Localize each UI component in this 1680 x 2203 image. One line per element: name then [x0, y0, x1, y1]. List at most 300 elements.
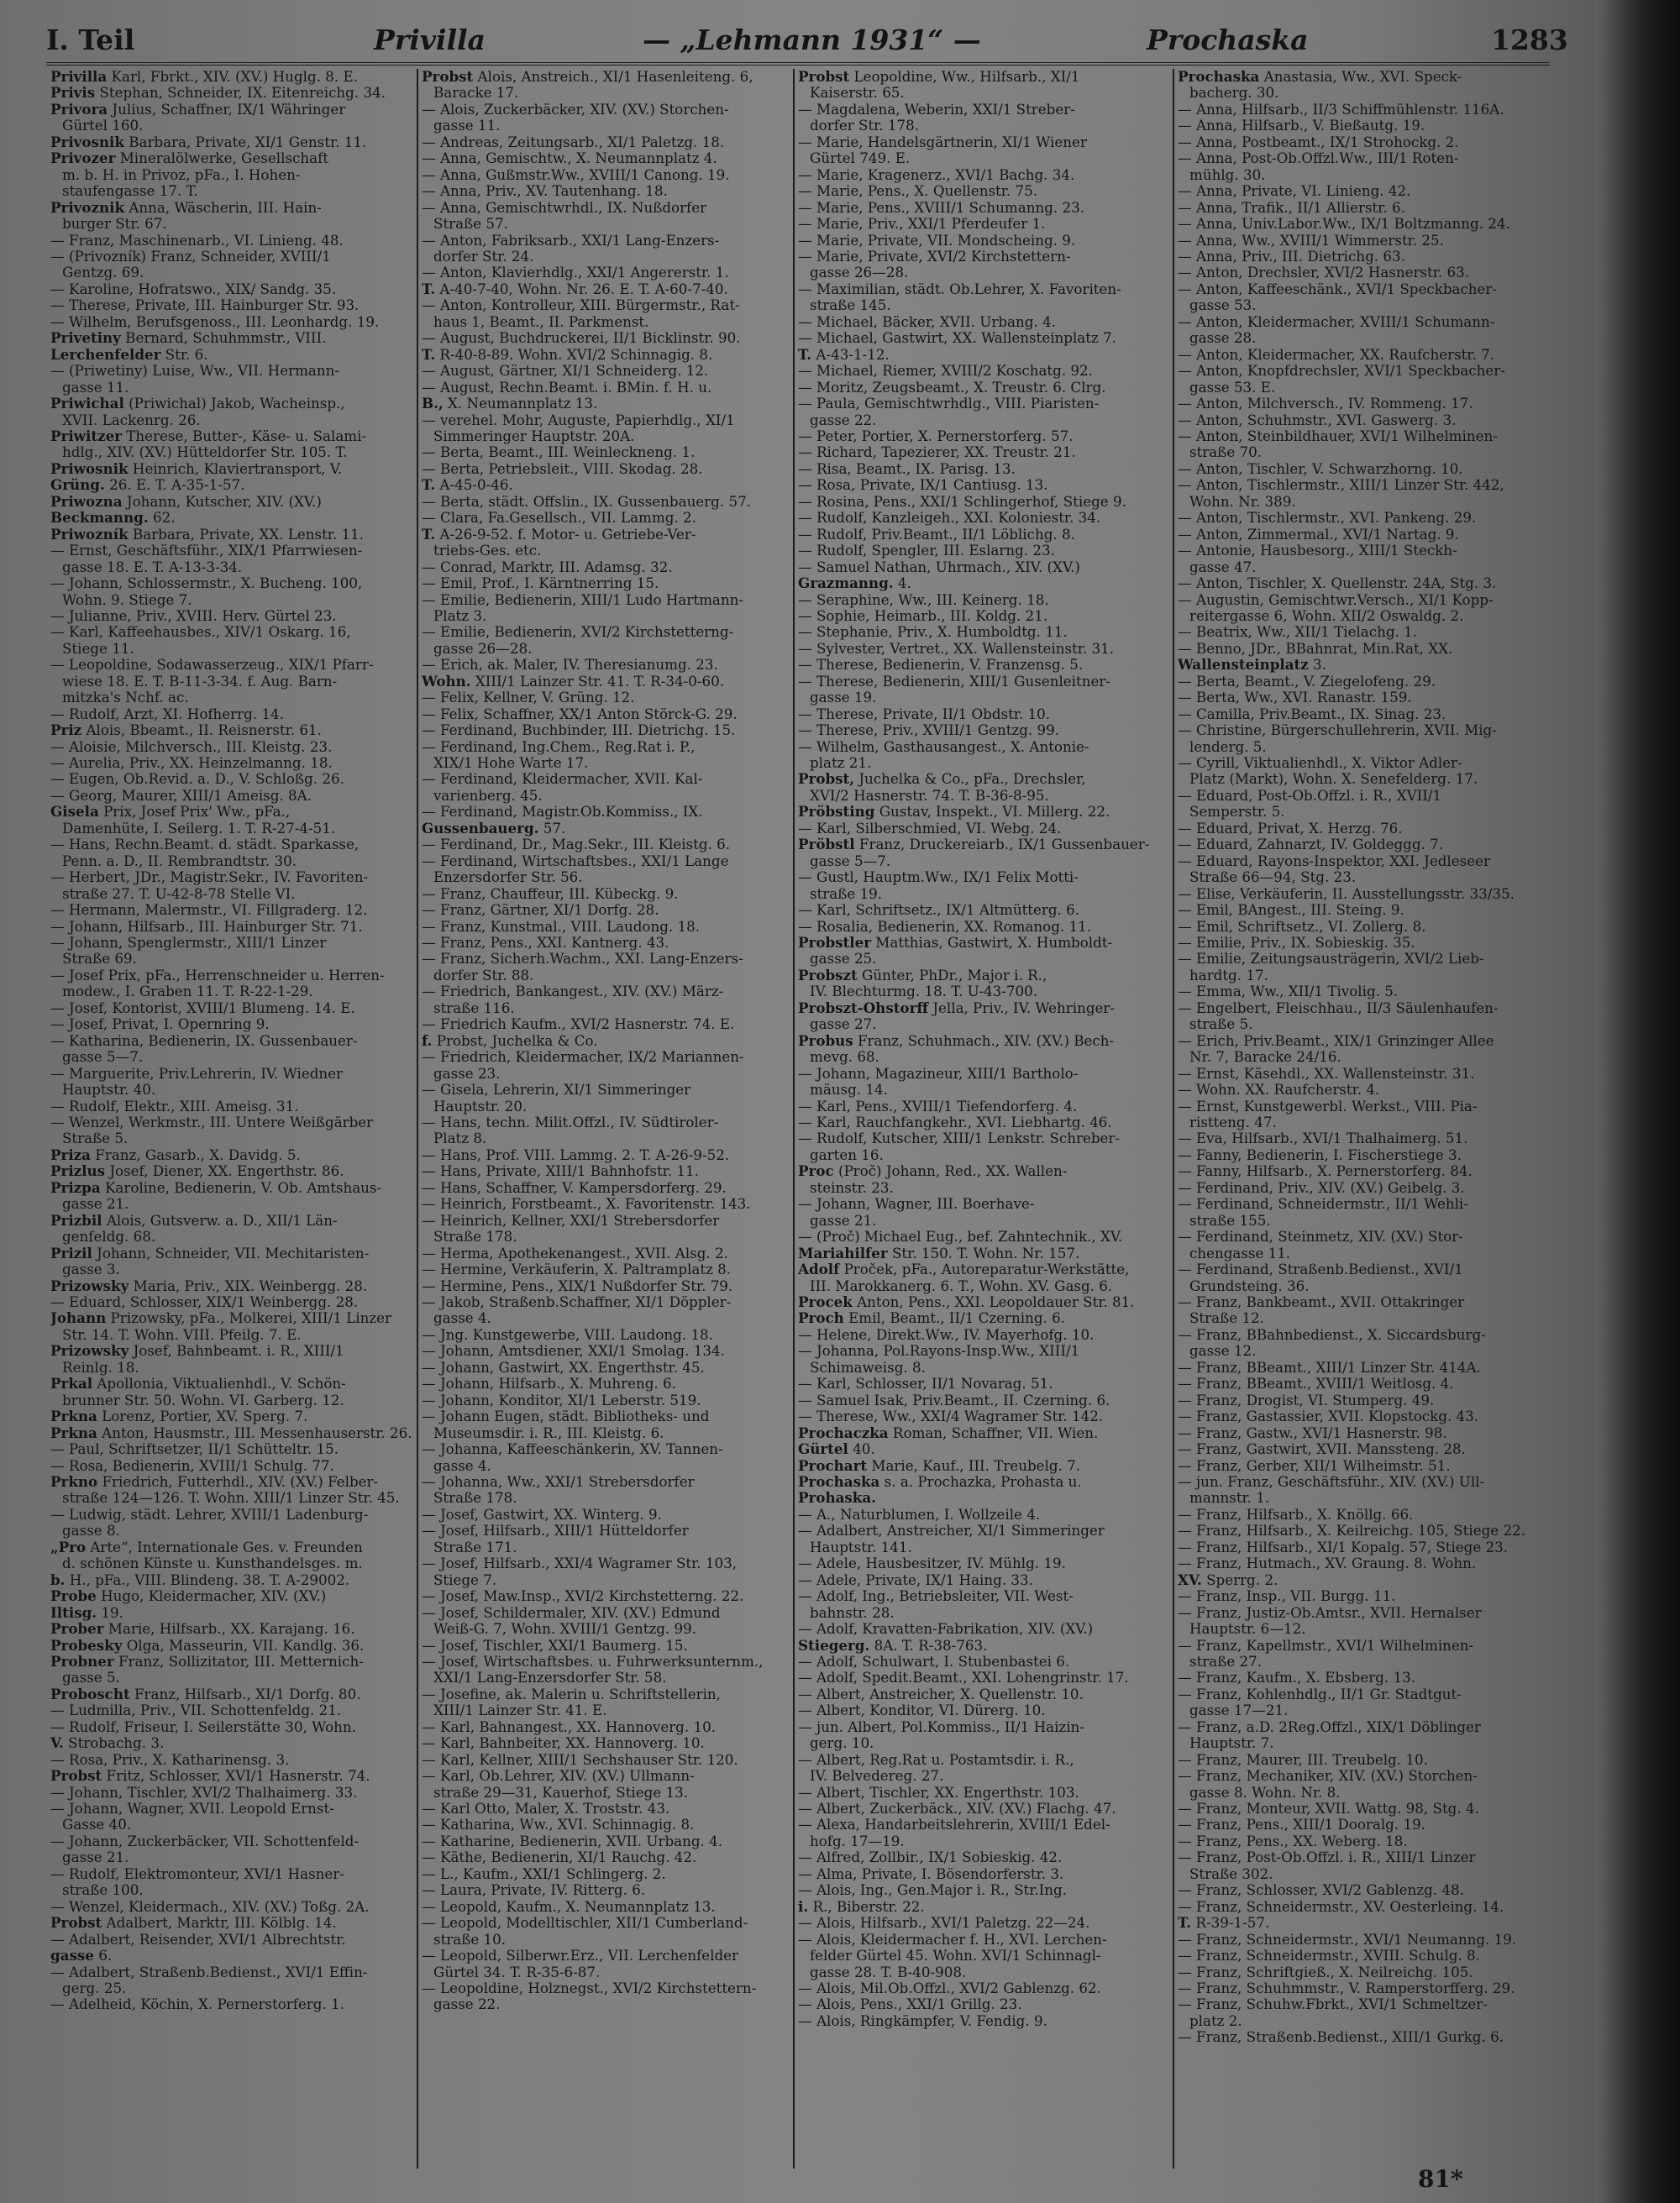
directory-line: — Anton, Drechsler, XVI/2 Hasnerstr. 63.: [1178, 265, 1470, 281]
directory-line: — Cyrill, Viktualienhdl., X. Viktor Adler-: [1178, 755, 1462, 772]
directory-line: — Marie, Kragenerz., XVI/1 Bachg. 34.: [798, 166, 1075, 183]
directory-line: — Eduard, Schlosser, XIX/1 Weinbergg. 28.: [50, 1293, 359, 1310]
directory-line: Priwichal (Priwichal) Jakob, Wacheinsp.,: [50, 396, 345, 412]
directory-line: Priwosnik Heinrich, Klaviertransport, V.: [50, 460, 343, 477]
directory-line: Museumsdir. i. R., III. Kleistg. 6.: [433, 1424, 664, 1441]
directory-line: — Rosa, Priv., X. Katharinensg. 3.: [50, 1751, 290, 1768]
directory-line: — Michael, Gastwirt, XX. Wallensteinplatz 7.: [798, 330, 1116, 347]
directory-line: — Alois, Mil.Ob.Offzl., XVI/2 Gablenzg. 62.: [798, 1980, 1101, 1997]
directory-line: wiese 18. E. T. B-11-3-34. f. Aug. Barn-: [62, 673, 338, 690]
directory-line: — Anton, Schuhmstr., XVI. Gaswerg. 3.: [1178, 412, 1457, 428]
directory-line: — Franz, Schneidermstr., XVI/1 Neumanng. 19.: [1178, 1931, 1517, 1948]
directory-line: dorfer Str. 178.: [810, 118, 920, 134]
directory-line: Hauptstr. 20.: [433, 1098, 528, 1115]
directory-line: — Johann, Spenglermstr., XIII/1 Linzer: [50, 935, 327, 952]
directory-line: Prkna Anton, Hausmstr., III. Messenhauserstr. 26.: [50, 1424, 412, 1441]
directory-line: — Hans, Private, XIII/1 Bahnhofstr. 11.: [422, 1163, 699, 1180]
directory-line: — Therese, Bedienerin, V. Franzensg. 5.: [798, 657, 1084, 674]
directory-line: — Therese, Private, III. Hainburger Str. 93.: [50, 297, 360, 314]
directory-line: Wallensteinplatz 3.: [1178, 657, 1326, 674]
directory-line: — Anna, Trafik., II/1 Allierstr. 6.: [1178, 199, 1405, 216]
directory-line: — Friedrich, Kleidermacher, IX/2 Mariannen-: [422, 1049, 744, 1066]
directory-line: — Risa, Beamt., IX. Parisg. 13.: [798, 460, 1016, 477]
directory-line: — Rosa, Private, IX/1 Cantiusg. 13.: [798, 477, 1048, 494]
directory-line: — Franz, Pens., XXI. Kantnerg. 43.: [422, 935, 669, 952]
directory-line: — Ernst, Kunstgewerbl. Werkst., VIII. Pia-: [1178, 1098, 1478, 1115]
directory-line: Platz 3.: [433, 607, 487, 624]
directory-line: — Franz, Kunstmal., VIII. Laudong. 18.: [422, 918, 701, 935]
directory-line: gerg. 25.: [62, 1980, 127, 1997]
directory-line: — Franz, BBeamt., XVIII/1 Weitlosg. 4.: [1178, 1376, 1454, 1393]
directory-line: — Anton, Steinbildhauer, XVI/1 Wilhelminen-: [1178, 427, 1498, 444]
directory-line: — Ferdinand, Schneidermstr., II/1 Wehli-: [1178, 1196, 1468, 1213]
directory-line: mannstr. 1.: [1189, 1490, 1270, 1507]
directory-line: — Camilla, Priv.Beamt., IX. Sinag. 23.: [1178, 705, 1446, 722]
directory-line: gasse 5.: [62, 1670, 120, 1686]
directory-line: mühlg. 30.: [1189, 166, 1266, 183]
directory-line: — jun. Albert, Pol.Kommiss., II/1 Haizin-: [798, 1718, 1084, 1735]
directory-line: — Josef, Hilfsarb., XXI/4 Wagramer Str. 103,: [422, 1555, 738, 1572]
directory-line: gasse 22.: [433, 1996, 501, 2013]
directory-line: — Marie, Private, VII. Mondscheing. 9.: [798, 232, 1076, 249]
directory-line: — (Privozník) Franz, Schneider, XVIII/1: [50, 248, 331, 265]
directory-line: — Ferdinand, Magistr.Ob.Kommiss., IX.: [422, 804, 703, 821]
directory-line: Grazmanng. 4.: [798, 575, 911, 592]
directory-line: — Anton, Tischlermstr., XIII/1 Linzer Str. 442,: [1178, 477, 1504, 494]
directory-line: — Albert, Tischler, XX. Engerthstr. 103.: [798, 1784, 1079, 1801]
directory-line: straße 29—31, Kauerhof, Stiege 13.: [433, 1784, 689, 1801]
directory-line: — Anton, Tischler, X. Quellenstr. 24A, Stg. 3.: [1178, 575, 1497, 592]
directory-line: Hauptstr. 7.: [1189, 1735, 1274, 1752]
directory-line: Schimaweisg. 8.: [810, 1359, 926, 1376]
directory-line: — Hermine, Verkäuferin, X. Paltramplatz 8.: [422, 1261, 732, 1278]
directory-line: — Magdalena, Weberin, XXI/1 Streber-: [798, 101, 1075, 118]
directory-line: varienberg. 45.: [433, 787, 543, 804]
directory-line: — Franz, Gastw., XVI/1 Hasnerstr. 98.: [1178, 1424, 1447, 1441]
directory-line: Str. 14. T. Wohn. VIII. Pfeilg. 7. E.: [62, 1326, 302, 1343]
directory-line: Probus Franz, Schuhmach., XIV. (XV.) Bech-: [798, 1032, 1115, 1049]
directory-line: — L., Kaufm., XXI/1 Schlingerg. 2.: [422, 1865, 666, 1882]
directory-line: Adolf Proček, pFa., Autoreparatur-Werkstätte,: [798, 1261, 1130, 1278]
directory-line: gasse 8. Wohn. Nr. 8.: [1189, 1784, 1341, 1801]
directory-line: triebs-Ges. etc.: [433, 543, 542, 559]
directory-line: — Rudolf, Kanzleigeh., XXI. Koloniestr. 34.: [798, 510, 1101, 527]
directory-line: Enzersdorfer Str. 56.: [433, 869, 583, 886]
directory-line: T. A-45-0-46.: [422, 477, 513, 494]
directory-line: gasse 22.: [810, 412, 877, 428]
directory-line: — Marie, Pens., XVIII/1 Schumanng. 23.: [798, 199, 1085, 216]
page-edge-shadow: [1604, 0, 1680, 2203]
directory-line: XVI/2 Hasnerstr. 74. T. B-36-8-95.: [810, 787, 1049, 804]
directory-line: burger Str. 67.: [62, 216, 167, 233]
directory-line: gasse 4.: [433, 1310, 491, 1327]
directory-line: Priz Alois, Bbeamt., II. Reisnerstr. 61.: [50, 722, 322, 739]
directory-line: — Emil, Prof., I. Kärntnerring 15.: [422, 575, 659, 592]
directory-line: — Franz, Drogist, VI. Stumperg. 49.: [1178, 1392, 1435, 1408]
directory-line: — Samuel Nathan, Uhrmach., XIV. (XV.): [798, 559, 1080, 575]
directory-line: Wohn. 9. Stiege 7.: [62, 591, 192, 608]
directory-line: — Karl, Kellner, XIII/1 Sechshauser Str. 120.: [422, 1751, 738, 1768]
directory-line: — Karl, Kaffeehausbes., XIV/1 Oskarg. 16,: [50, 624, 351, 641]
directory-line: ristteng. 47.: [1189, 1115, 1277, 1130]
directory-line: — Maximilian, städt. Ob.Lehrer, X. Favoriten-: [798, 281, 1121, 297]
directory-line: Probesky Olga, Masseurin, VII. Kandlg. 36.: [50, 1637, 365, 1654]
directory-line: — Johann, Wagner, III. Boerhave-: [798, 1196, 1035, 1213]
directory-line: — Rudolf, Kutscher, XIII/1 Lenkstr. Schreber-: [798, 1130, 1120, 1147]
directory-line: — Eduard, Privat, X. Herzg. 76.: [1178, 820, 1403, 837]
directory-line: — Gustl, Hauptm.Ww., IX/1 Felix Motti-: [798, 869, 1079, 886]
directory-line: lenderg. 5.: [1189, 738, 1267, 755]
directory-line: gasse 47.: [1189, 559, 1257, 575]
directory-line: — Anna, Priv., III. Dietrichg. 63.: [1178, 248, 1405, 265]
directory-line: — Laura, Private, IV. Ritterg. 6.: [422, 1882, 646, 1899]
directory-line: — Johann, Gastwirt, XX. Engerthstr. 45.: [422, 1359, 705, 1376]
directory-line: — Wenzel, Kleidermach., XIV. (XV.) Toßg. 2A.: [50, 1898, 370, 1915]
directory-line: — Anna, Gußmstr.Ww., XVIII/1 Canong. 19.: [422, 166, 730, 183]
directory-line: straße 116.: [433, 999, 515, 1016]
directory-line: — Hans, Prof. VIII. Lammg. 2. T. A-26-9-52.: [422, 1146, 730, 1163]
directory-line: T. A-40-7-40, Wohn. Nr. 26. E. T. A-60-7-40.: [422, 281, 728, 297]
directory-line: — Friedrich Kaufm., XVI/2 Hasnerstr. 74. E.: [422, 1016, 735, 1033]
directory-line: Platz (Markt), Wohn. X. Senefelderg. 17.: [1189, 771, 1478, 788]
directory-line: — Karl, Schlosser, II/1 Novarag. 51.: [798, 1376, 1053, 1393]
directory-line: gasse 27.: [810, 1016, 877, 1033]
directory-line: Straße 171.: [433, 1539, 517, 1555]
directory-line: Mariahilfer Str. 150. T. Wohn. Nr. 157.: [798, 1245, 1080, 1261]
directory-line: Platz 8.: [433, 1130, 487, 1147]
directory-line: Prizil Johann, Schneider, VII. Mechitaristen-: [50, 1245, 370, 1261]
directory-line: Probst Adalbert, Marktr, III. Kölblg. 14.: [50, 1915, 337, 1932]
directory-line: — Ferdinand, Straßenb.Bedienst., XVI/1: [1178, 1261, 1463, 1278]
directory-line: Pröbstl Franz, Druckereiarb., IX/1 Gussenbauer-: [798, 837, 1150, 853]
directory-line: — Karl Otto, Maler, X. Troststr. 43.: [422, 1801, 670, 1817]
directory-line: gasse 26—28.: [810, 265, 909, 281]
directory-line: — Wohn. XX. Raufcherstr. 4.: [1178, 1082, 1380, 1099]
directory-line: — Ferdinand, Ing.Chem., Reg.Rat i. P.,: [422, 738, 696, 755]
directory-line: — Anton, Kleidermacher, XX. Raufcherstr. 7.: [1178, 346, 1495, 363]
directory-line: Straße 178.: [433, 1490, 517, 1507]
directory-line: — Franz, Mechaniker, XIV. (XV.) Storchen-: [1178, 1768, 1478, 1785]
directory-line: — Anton, Klavierhdlg., XXI/1 Angererstr. 1.: [422, 265, 729, 281]
directory-line: Hauptstr. 141.: [810, 1539, 912, 1555]
directory-line: — Berta, Beamt., V. Ziegelofeng. 29.: [1178, 673, 1436, 690]
directory-line: — Hans, techn. Milit.Offzl., IV. Südtiroler-: [422, 1115, 719, 1130]
directory-line: — Franz, Pens., XIII/1 Dooralg. 19.: [1178, 1817, 1425, 1833]
directory-line: — Ferdinand, Kleidermacher, XVII. Kal-: [422, 771, 703, 788]
directory-line: — Fanny, Hilfsarb., X. Pernerstorferg. 84.: [1178, 1163, 1473, 1180]
directory-line: gasse 11.: [62, 379, 129, 396]
directory-line: Gasse 40.: [62, 1817, 132, 1833]
directory-line: — Paul, Schriftsetzer, II/1 Schütteltr. 15.: [50, 1441, 339, 1458]
directory-line: Wohn. Nr. 389.: [1189, 493, 1296, 510]
directory-line: — Franz, Kohlenhdlg., II/1 Gr. Stadtgut-: [1178, 1686, 1462, 1702]
directory-line: — Emilie, Bedienerin, XVI/2 Kirchstetterng-: [422, 624, 734, 641]
directory-line: — Franz, Hilfsarb., XI/1 Kopalg. 57, Stiege 23.: [1178, 1539, 1509, 1555]
directory-line: Gisela Prix, Josef Prix' Ww., pFa.,: [50, 804, 291, 821]
directory-line: straße 27. T. U-42-8-78 Stelle VI.: [62, 885, 296, 902]
directory-line: — Franz, Hilfsarb., X. Knöllg. 66.: [1178, 1506, 1414, 1523]
directory-line: Privozer Mineralölwerke, Gesellschaft: [50, 150, 328, 167]
directory-line: gasse 12.: [1189, 1343, 1257, 1360]
directory-line: — Johanna, Kaffeeschänkerin, XV. Tannen-: [422, 1441, 723, 1458]
directory-line: Stiege 11.: [62, 640, 134, 657]
directory-line: — Alexa, Handarbeitslehrerin, XVIII/1 Edel-: [798, 1817, 1110, 1833]
directory-line: Grüng. 26. E. T. A-35-1-57.: [50, 477, 245, 494]
directory-line: brunner Str. 50. Wohn. VI. Garberg. 12.: [62, 1392, 344, 1408]
directory-line: — Johann, Magazineur, XIII/1 Bartholo-: [798, 1065, 1079, 1082]
directory-line: — Friedrich, Bankangest., XIV. (XV.) März-: [422, 983, 724, 1000]
directory-line: — Andreas, Zeitungsarb., XI/1 Paletzg. 18.: [422, 134, 725, 150]
directory-line: Privoznik Anna, Wäscherin, III. Hain-: [50, 199, 322, 216]
directory-line: — Leopold, Modelltischler, XII/1 Cumberland-: [422, 1915, 748, 1932]
directory-line: — Franz, Schneidermstr., XV. Oesterleing. 14.: [1178, 1898, 1504, 1915]
directory-line: gasse 21.: [62, 1196, 129, 1213]
directory-line: — Ferdinand, Dr., Mag.Sekr., III. Kleistg. 6.: [422, 837, 731, 853]
directory-line: haus 1, Beamt., II. Parkmenst.: [433, 313, 649, 330]
directory-line: — Anna, Postbeamt., IX/1 Strohockg. 2.: [1178, 134, 1459, 150]
directory-line: gasse 53.: [1189, 297, 1257, 314]
directory-line: — Eduard, Post-Ob.Offzl. i. R., XVII/1: [1178, 787, 1442, 804]
directory-line: — Eva, Hilfsarb., XVI/1 Thalhaimerg. 51.: [1178, 1130, 1468, 1147]
directory-line: genfeldg. 68.: [62, 1229, 156, 1246]
directory-line: — Therese, Private, II/1 Obdstr. 10.: [798, 705, 1051, 722]
directory-line: Semperstr. 5.: [1189, 804, 1285, 821]
directory-line: — Fanny, Bedienerin, I. Fischerstiege 3.: [1178, 1146, 1462, 1163]
page-header: [46, 18, 1568, 66]
directory-line: Priwitzer Therese, Butter-, Käse- u. Salami-: [50, 427, 367, 444]
directory-line: — Emilie, Priv., IX. Sobieskig. 35.: [1178, 935, 1415, 952]
directory-line: — Rosina, Pens., XXI/1 Schlingerhof, Stiege 9.: [798, 493, 1126, 510]
directory-line: Probe Hugo, Kleidermacher, XIV. (XV.): [50, 1588, 327, 1605]
directory-line: — Eduard, Zahnarzt, IV. Goldeggg. 7.: [1178, 837, 1444, 853]
directory-line: Gürtel 749. E.: [810, 150, 911, 167]
directory-line: Prizbil Alois, Gutsverw. a. D., XII/1 Län-: [50, 1212, 338, 1229]
directory-line: — Johann, Hilfsarb., III. Hainburger Str. 71.: [50, 918, 363, 935]
directory-line: Prober Marie, Hilfsarb., XX. Karajang. 16.: [50, 1621, 355, 1638]
directory-line: — Ferdinand, Wirtschaftsbes., XXI/1 Lange: [422, 852, 729, 869]
directory-line: straße 5.: [1189, 1016, 1253, 1033]
directory-line: Proch Emil, Beamt., II/1 Czerning. 6.: [798, 1310, 1066, 1327]
directory-line: gasse 25.: [810, 951, 877, 968]
directory-line: Prochaska s. a. Prochazka, Prohasta u.: [798, 1473, 1082, 1490]
directory-line: — Anna, Gemischtwrhdl., IX. Nußdorfer: [422, 199, 707, 216]
directory-line: Prkna Lorenz, Portier, XV. Sperg. 7.: [50, 1408, 308, 1425]
directory-line: — Therese, Ww., XXI/4 Wagramer Str. 142.: [798, 1408, 1104, 1425]
directory-line: — Karoline, Hofratswo., XIX/ Sandg. 35.: [50, 281, 337, 297]
directory-line: Prochaczka Roman, Schaffner, VII. Wien.: [798, 1424, 1099, 1441]
directory-line: Priwozna Johann, Kutscher, XIV. (XV.): [50, 493, 322, 510]
directory-line: — Albert, Reg.Rat u. Postamtsdir. i. R.,: [798, 1751, 1074, 1768]
directory-line: gasse 11.: [433, 118, 501, 134]
directory-line: platz 2.: [1189, 2012, 1242, 2029]
directory-line: gasse 18. E. T. A-13-3-34.: [62, 559, 243, 575]
directory-line: Grundsteing. 36.: [1189, 1277, 1310, 1294]
directory-line: Proboscht Franz, Hilfsarb., XI/1 Dorfg. 80.: [50, 1686, 361, 1702]
directory-column-2: [422, 69, 790, 2160]
directory-line: — Johann, Amtsdiener, XXI/1 Smolag. 134.: [422, 1343, 725, 1360]
directory-line: d. schönen Künste u. Kunsthandelsges. m.: [62, 1555, 363, 1572]
directory-line: — Karl, Schriftsetz., IX/1 Altmütterg. 6.: [798, 902, 1080, 919]
directory-line: — Adele, Private, IX/1 Haing. 33.: [798, 1571, 1033, 1588]
directory-line: — Wilhelm, Berufsgenoss., III. Leonhardg. 19.: [50, 313, 380, 330]
sheet-signature-mark: 81*: [1418, 2165, 1463, 2193]
directory-line: — Ferdinand, Steinmetz, XIV. (XV.) Stor-: [1178, 1229, 1463, 1246]
directory-line: IV. Belvedereg. 27.: [810, 1768, 944, 1785]
directory-line: — Josef, Schildermaler, XIV. (XV.) Edmund: [422, 1604, 721, 1621]
directory-line: — Käthe, Bedienerin, XI/1 Rauchg. 42.: [422, 1849, 697, 1866]
directory-line: — Emma, Ww., XII/1 Tivolig. 5.: [1178, 983, 1399, 1000]
directory-line: — Alois, Ringkämpfer, V. Fendig. 9.: [798, 2012, 1047, 2029]
directory-line: — Erich, ak. Maler, IV. Theresianumg. 23.: [422, 657, 718, 674]
directory-line: — Felix, Kellner, V. Grüng. 12.: [422, 690, 635, 706]
directory-line: gasse 4.: [433, 1457, 491, 1474]
directory-line: — Johann, Wagner, XVII. Leopold Ernst-: [50, 1801, 334, 1817]
directory-line: — (Priwetiny) Luise, Ww., VII. Hermann-: [50, 363, 339, 380]
directory-line: Prkal Apollonia, Viktualienhdl., V. Schön-: [50, 1376, 346, 1393]
directory-line: Hauptstr. 6—12.: [1189, 1621, 1306, 1638]
directory-line: — Franz, Hilfsarb., X. Keilreichg. 105, Stiege 22.: [1178, 1523, 1525, 1539]
directory-line: gerg. 10.: [810, 1735, 874, 1752]
directory-line: T. A-43-1-12.: [798, 346, 890, 363]
directory-line: — Johann, Zuckerbäcker, VII. Schottenfeld-: [50, 1833, 360, 1849]
directory-line: — Rudolf, Priv.Beamt., II/1 Löblichg. 8.: [798, 526, 1075, 543]
directory-line: mevg. 68.: [810, 1049, 879, 1066]
directory-line: — Anna, Private, VI. Linieng. 42.: [1178, 183, 1411, 200]
directory-line: — Heinrich, Kellner, XXI/1 Strebersdorfer: [422, 1212, 720, 1229]
directory-column-4: [1178, 69, 1546, 2160]
directory-line: T. R-39-1-57.: [1178, 1915, 1270, 1932]
column-divider: [793, 69, 795, 2169]
directory-line: — Marie, Handelsgärtnerin, XI/1 Wiener: [798, 134, 1087, 150]
directory-line: V. Strobachg. 3.: [50, 1735, 165, 1752]
directory-line: straße 19.: [810, 885, 883, 902]
directory-line: — Rudolf, Elektr., XIII. Ameisg. 31.: [50, 1098, 299, 1115]
directory-line: gasse 5—7.: [62, 1049, 144, 1066]
directory-line: straße 145.: [810, 297, 891, 314]
directory-line: Privosnik Barbara, Private, XI/1 Genstr. 11.: [50, 134, 367, 150]
directory-line: B., X. Neumannplatz 13.: [422, 396, 598, 412]
directory-line: garten 16.: [810, 1146, 884, 1163]
directory-line: Probst Alois, Anstreich., XI/1 Hasenleiteng. 6,: [422, 69, 753, 85]
directory-line: — Heinrich, Forstbeamt., X. Favoritenstr. 143.: [422, 1196, 751, 1213]
directory-line: III. Marokkanerg. 6. T., Wohn. XV. Gasg. 6.: [810, 1277, 1113, 1294]
directory-line: gasse 3.: [62, 1261, 120, 1278]
directory-line: gasse 17—21.: [1189, 1702, 1289, 1719]
directory-line: — Adelheid, Köchin, X. Pernerstorferg. 1.: [50, 1996, 344, 2013]
directory-line: Straße 69.: [62, 951, 137, 968]
directory-line: — jun. Franz, Geschäftsführ., XIV. (XV.) Ull-: [1178, 1473, 1485, 1490]
directory-line: — Franz, Insp., VII. Burgg. 11.: [1178, 1588, 1396, 1605]
directory-line: straße 10.: [433, 1931, 507, 1948]
directory-line: — Franz, Schlosser, XVI/2 Gablenzg. 48.: [1178, 1882, 1464, 1899]
directory-line: — Josef, Wirtschaftsbes. u. Fuhrwerksunternm.,: [422, 1653, 764, 1670]
directory-line: — Anton, Knopfdrechsler, XVI/1 Speckbacher-: [1178, 363, 1505, 380]
directory-line: — Engelbert, Fleischhau., II/3 Säulenhaufen-: [1178, 999, 1499, 1016]
directory-line: Nr. 7, Baracke 24/16.: [1189, 1049, 1341, 1066]
directory-line: — Franz, Schuhw.Fbrkt., XVI/1 Schmeltzer-: [1178, 1996, 1488, 2013]
directory-line: — Berta, Ww., XVI. Ranastr. 159.: [1178, 690, 1412, 706]
directory-line: — Emilie, Zeitungsausträgerin, XVI/2 Lieb-: [1178, 951, 1484, 968]
directory-line: straße 27.: [1189, 1653, 1263, 1670]
directory-line: — Rudolf, Friseur, I. Seilerstätte 30, Wohn.: [50, 1718, 356, 1735]
directory-line: — Franz, Pens., XX. Weberg. 18.: [1178, 1833, 1408, 1849]
directory-line: — Alma, Private, I. Bösendorferstr. 3.: [798, 1865, 1064, 1882]
directory-line: — Ludwig, städt. Lehrer, XVIII/1 Ladenburg-: [50, 1506, 369, 1523]
directory-line: gasse 6.: [50, 1948, 113, 1964]
directory-line: bacherg. 30.: [1189, 85, 1279, 102]
directory-line: — Adolf, Schulwart, I. Stubenbastei 6.: [798, 1653, 1070, 1670]
directory-line: — Ernst, Geschäftsführ., XIX/1 Pfarrwiesen-: [50, 543, 363, 559]
directory-line: — Emil, Schriftsetz., VI. Zollerg. 8.: [1178, 918, 1426, 935]
directory-line: — Samuel Isak, Priv.Beamt., II. Czerning. 6.: [798, 1392, 1110, 1408]
directory-line: — Elise, Verkäuferin, II. Ausstellungsstr. 33/35.: [1178, 885, 1515, 902]
directory-line: — Marie, Private, XVI/2 Kirchstettern-: [798, 248, 1071, 265]
directory-line: — Aurelia, Priv., XX. Heinzelmanng. 18.: [50, 755, 333, 772]
directory-line: — Alois, Zuckerbäcker, XIV. (XV.) Storchen-: [422, 101, 729, 118]
directory-line: Procek Anton, Pens., XXI. Leopoldauer Str. 81.: [798, 1293, 1135, 1310]
directory-line: — Rudolf, Spengler, III. Eslarng. 23.: [798, 543, 1055, 559]
directory-line: — Marie, Pens., X. Quellenstr. 75.: [798, 183, 1038, 200]
directory-line: Beckmanng. 62.: [50, 510, 176, 527]
directory-line: — Paula, Gemischtwrhdlg., VIII. Piaristen-: [798, 396, 1100, 412]
directory-line: — Augustin, Gemischtwr.Versch., XI/1 Kopp-: [1178, 591, 1494, 608]
directory-line: XVII. Lackenrg. 26.: [62, 412, 201, 428]
directory-line: — Berta, städt. Offslin., IX. Gussenbauerg. 57.: [422, 493, 751, 510]
directory-line: — Wenzel, Werkmstr., III. Untere Weißgärber: [50, 1115, 374, 1130]
directory-line: Gürtel 40.: [798, 1441, 875, 1458]
directory-line: Straße 66—94, Stg. 23.: [1189, 869, 1357, 886]
directory-line: — Alois, Kleidermacher f. H., XVI. Lerchen-: [798, 1931, 1107, 1948]
directory-line: Prizlus Josef, Diener, XX. Engerthstr. 86.: [50, 1163, 344, 1180]
directory-line: — August, Gärtner, XI/1 Schneiderg. 12.: [422, 363, 709, 380]
directory-line: b. H., pFa., VIII. Blindeng. 38. T. A-29002.: [50, 1571, 350, 1588]
directory-line: mitzka's Nchf. ac.: [62, 690, 189, 706]
directory-line: — Franz, Gärtner, XI/1 Dorfg. 28.: [422, 902, 659, 919]
directory-line: Johann Prizowsky, pFa., Molkerei, XIII/1 Linzer: [50, 1310, 391, 1327]
directory-line: — Franz, Kaufm., X. Ebsberg. 13.: [1178, 1670, 1416, 1686]
directory-line: — Adalbert, Reisender, XVI/1 Albrechtstr.: [50, 1931, 346, 1948]
directory-line: gasse 19.: [810, 690, 877, 706]
directory-line: — Franz, Post-Ob.Offzl. i. R., XIII/1 Linzer: [1178, 1849, 1476, 1866]
directory-line: — Josef, Tischler, XXI/1 Baumerg. 15.: [422, 1637, 688, 1654]
directory-line: — August, Rechn.Beamt. i. BMin. f. H. u.: [422, 379, 712, 396]
directory-line: Reinlg. 18.: [62, 1359, 139, 1376]
directory-line: — Karl, Rauchfangkehr., XVI. Liebhartg. 46.: [798, 1115, 1112, 1130]
directory-line: — Franz, Sicherh.Wachm., XXI. Lang-Enzers-: [422, 951, 743, 968]
directory-line: f. Probst, Juchelka & Co.: [422, 1032, 598, 1049]
directory-line: — Benno, JDr., BBahnrat, Min.Rat, XX.: [1178, 640, 1453, 657]
directory-line: — Hermann, Malermstr., VI. Fillgraderg. 12.: [50, 902, 368, 919]
directory-line: — Albert, Konditor, VI. Dürerg. 10.: [798, 1702, 1046, 1719]
directory-line: — Aloisie, Milchversch., III. Kleistg. 23.: [50, 738, 333, 755]
directory-line: — Hans, Schaffner, V. Kampersdorferg. 29.: [422, 1179, 727, 1196]
directory-line: gasse 5—7.: [810, 852, 891, 869]
directory-line: Straße 12.: [1189, 1310, 1264, 1327]
directory-line: Hauptstr. 40.: [62, 1082, 156, 1099]
directory-line: Weiß-G. 7, Wohn. XVIII/1 Gentzg. 99.: [433, 1621, 697, 1638]
directory-line: — Eduard, Rayons-Inspektor, XXI. Jedleseer: [1178, 852, 1490, 869]
directory-line: Simmeringer Hauptstr. 20A.: [433, 427, 635, 444]
directory-line: — Franz, Maschinenarb., VI. Linieng. 48.: [50, 232, 344, 249]
directory-line: — Franz, Gerber, XII/1 Wilheimstr. 51.: [1178, 1457, 1451, 1474]
header-first-entry: Privilla: [374, 24, 486, 56]
page-number: 1283: [1491, 24, 1568, 56]
directory-line: Probstler Matthias, Gastwirt, X. Humboldt-: [798, 935, 1113, 952]
directory-line: — Berta, Beamt., III. Weinleckneng. 1.: [422, 444, 696, 461]
directory-line: Gürtel 160.: [62, 118, 144, 134]
directory-line: straße 124—126. T. Wohn. XIII/1 Linzer Str. 45.: [62, 1490, 400, 1507]
directory-line: — Johann, Hilfsarb., X. Muhreng. 6.: [422, 1376, 676, 1393]
